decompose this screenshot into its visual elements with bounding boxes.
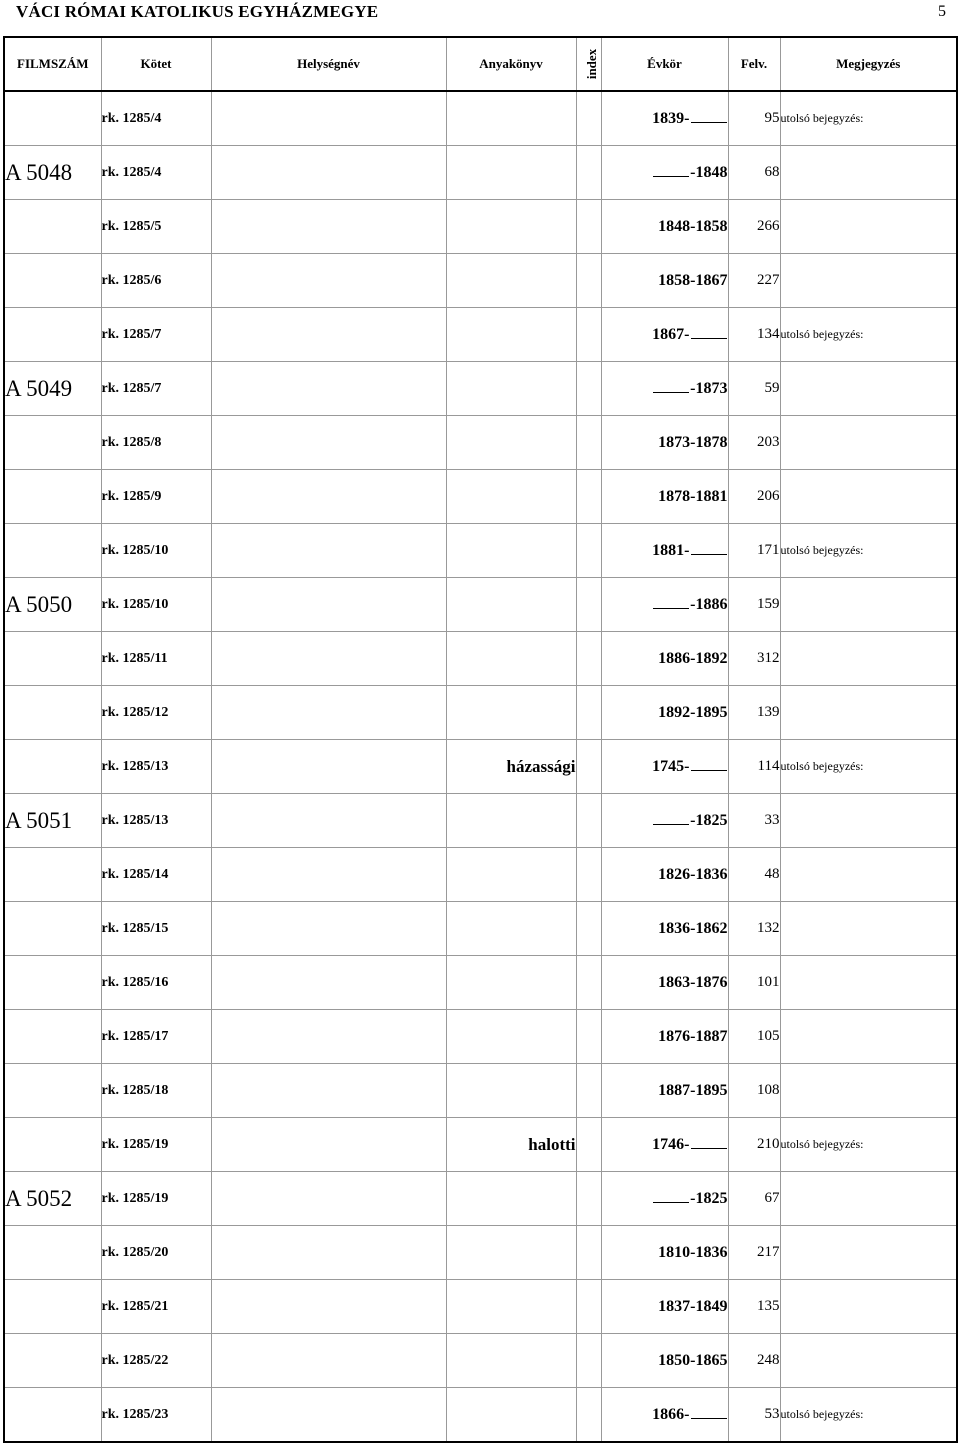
index-cell [576, 1226, 601, 1280]
evkor-text: 1887-1895 [658, 1081, 728, 1099]
megjegyzes-cell: utolsó bejegyzés: [780, 91, 957, 146]
megjegyzes-cell: utolsó bejegyzés: [780, 308, 957, 362]
megjegyzes-cell [780, 848, 957, 902]
evkor-cell [601, 902, 728, 956]
helysegnev-cell [211, 1334, 446, 1388]
blank-line [691, 337, 727, 339]
anyakonyv-cell [446, 848, 576, 902]
page-number: 5 [938, 3, 946, 20]
evkor-text: 1858-1867 [658, 271, 728, 289]
filmszam-cell [4, 1118, 101, 1172]
index-cell [576, 470, 601, 524]
index-cell [576, 146, 601, 200]
blank-line [691, 1417, 727, 1419]
table-row [4, 1226, 957, 1280]
anyakonyv-cell [446, 524, 576, 578]
evkor-text: 1863-1876 [658, 973, 728, 991]
filmszam-cell [4, 524, 101, 578]
megjegyzes-cell: utolsó bejegyzés: [780, 1388, 957, 1443]
evkor-text: 1810-1836 [658, 1243, 728, 1261]
filmszam-cell [4, 686, 101, 740]
kotet-cell: rk. 1285/10 [101, 578, 211, 632]
helysegnev-cell [211, 848, 446, 902]
table-row [4, 1118, 957, 1172]
helysegnev-cell [211, 470, 446, 524]
helysegnev-cell [211, 1172, 446, 1226]
col-header-filmszam: FILMSZÁM [4, 37, 101, 91]
evkor-text: -1848 [690, 163, 728, 181]
evkor-cell [601, 1064, 728, 1118]
kotet-cell: rk. 1285/6 [101, 254, 211, 308]
index-cell [576, 578, 601, 632]
anyakonyv-cell [446, 308, 576, 362]
helysegnev-cell [211, 1388, 446, 1443]
kotet-cell: rk. 1285/21 [101, 1280, 211, 1334]
anyakonyv-cell [446, 1280, 576, 1334]
index-cell [576, 1118, 601, 1172]
index-cell [576, 1010, 601, 1064]
index-cell [576, 902, 601, 956]
filmszam-cell: A 5049 [4, 362, 101, 416]
filmszam-cell [4, 956, 101, 1010]
felv-cell: 266 [728, 200, 780, 254]
table-row [4, 1334, 957, 1388]
filmszam-cell [4, 1280, 101, 1334]
felv-cell: 203 [728, 416, 780, 470]
evkor-text: 1837-1849 [658, 1297, 728, 1315]
filmszam-cell [4, 1226, 101, 1280]
table-row [4, 200, 957, 254]
felv-cell: 132 [728, 902, 780, 956]
helysegnev-cell [211, 632, 446, 686]
filmszam-cell [4, 848, 101, 902]
index-cell [576, 740, 601, 794]
index-cell [576, 254, 601, 308]
felv-cell: 227 [728, 254, 780, 308]
felv-cell: 217 [728, 1226, 780, 1280]
table-row [4, 308, 957, 362]
anyakonyv-cell [446, 632, 576, 686]
felv-cell: 101 [728, 956, 780, 1010]
evkor-text: 1867- [652, 325, 690, 343]
table-row [4, 686, 957, 740]
megjegyzes-cell [780, 1010, 957, 1064]
index-cell [576, 91, 601, 146]
kotet-cell: rk. 1285/11 [101, 632, 211, 686]
evkor-cell [601, 254, 728, 308]
felv-cell: 53 [728, 1388, 780, 1443]
felv-cell: 171 [728, 524, 780, 578]
helysegnev-cell [211, 91, 446, 146]
evkor-cell [601, 578, 728, 632]
anyakonyv-cell [446, 91, 576, 146]
anyakonyv-cell [446, 146, 576, 200]
index-cell [576, 1388, 601, 1443]
helysegnev-cell [211, 416, 446, 470]
megjegyzes-cell [780, 146, 957, 200]
evkor-cell [601, 1172, 728, 1226]
megjegyzes-cell [780, 956, 957, 1010]
evkor-text: 1826-1836 [658, 865, 728, 883]
felv-cell: 139 [728, 686, 780, 740]
table-row [4, 470, 957, 524]
megjegyzes-cell [780, 1172, 957, 1226]
kotet-cell: rk. 1285/8 [101, 416, 211, 470]
blank-line [653, 607, 689, 609]
megjegyzes-cell [780, 470, 957, 524]
col-header-evkor: Évkör [601, 37, 728, 91]
table-row [4, 254, 957, 308]
kotet-cell: rk. 1285/12 [101, 686, 211, 740]
megjegyzes-cell [780, 1226, 957, 1280]
table-row [4, 1064, 957, 1118]
col-header-felv: Felv. [728, 37, 780, 91]
megjegyzes-cell: utolsó bejegyzés: [780, 740, 957, 794]
blank-line [653, 823, 689, 825]
felv-cell: 114 [728, 740, 780, 794]
evkor-cell [601, 632, 728, 686]
helysegnev-cell [211, 1010, 446, 1064]
evkor-text: -1886 [690, 595, 728, 613]
table-row [4, 1280, 957, 1334]
filmszam-cell [4, 200, 101, 254]
helysegnev-cell [211, 254, 446, 308]
megjegyzes-cell [780, 416, 957, 470]
megjegyzes-cell [780, 578, 957, 632]
megjegyzes-cell [780, 902, 957, 956]
blank-line [653, 391, 689, 393]
evkor-text: 1876-1887 [658, 1027, 728, 1045]
index-cell [576, 1280, 601, 1334]
helysegnev-cell [211, 1118, 446, 1172]
index-label: index [583, 48, 599, 80]
table-row [4, 416, 957, 470]
index-cell [576, 632, 601, 686]
evkor-cell [601, 416, 728, 470]
anyakonyv-cell [446, 1334, 576, 1388]
table-row [4, 632, 957, 686]
table-row [4, 362, 957, 416]
table-row [4, 146, 957, 200]
anyakonyv-cell [446, 362, 576, 416]
evkor-cell [601, 956, 728, 1010]
helysegnev-cell [211, 1226, 446, 1280]
evkor-text: -1825 [690, 811, 728, 829]
felv-cell: 48 [728, 848, 780, 902]
index-cell [576, 524, 601, 578]
megjegyzes-cell: utolsó bejegyzés: [780, 1118, 957, 1172]
index-cell [576, 1064, 601, 1118]
col-header-helysegnev: Helységnév [211, 37, 446, 91]
felv-cell: 59 [728, 362, 780, 416]
felv-cell: 95 [728, 91, 780, 146]
anyakonyv-cell: házassági [446, 740, 576, 794]
anyakonyv-cell [446, 1064, 576, 1118]
evkor-cell [601, 470, 728, 524]
evkor-cell [601, 686, 728, 740]
filmszam-cell: A 5050 [4, 578, 101, 632]
helysegnev-cell [211, 578, 446, 632]
anyakonyv-cell [446, 956, 576, 1010]
filmszam-cell [4, 1064, 101, 1118]
evkor-cell [601, 308, 728, 362]
kotet-cell: rk. 1285/4 [101, 146, 211, 200]
evkor-text: 1878-1881 [658, 487, 728, 505]
felv-cell: 68 [728, 146, 780, 200]
felv-cell: 206 [728, 470, 780, 524]
evkor-cell [601, 848, 728, 902]
filmszam-cell [4, 1010, 101, 1064]
evkor-cell [601, 740, 728, 794]
blank-line [653, 175, 689, 177]
anyakonyv-cell [446, 794, 576, 848]
filmszam-cell [4, 632, 101, 686]
blank-line [691, 769, 727, 771]
filmszam-cell [4, 740, 101, 794]
anyakonyv-cell [446, 1226, 576, 1280]
diocese-title: VÁCI RÓMAI KATOLIKUS EGYHÁZMEGYE [16, 2, 379, 21]
filmszam-cell [4, 1334, 101, 1388]
felv-cell: 135 [728, 1280, 780, 1334]
blank-line [653, 1201, 689, 1203]
evkor-cell [601, 1010, 728, 1064]
evkor-text: 1866- [652, 1405, 690, 1423]
megjegyzes-cell [780, 686, 957, 740]
index-cell [576, 362, 601, 416]
felv-cell: 33 [728, 794, 780, 848]
kotet-cell: rk. 1285/15 [101, 902, 211, 956]
helysegnev-cell [211, 200, 446, 254]
filmszam-cell [4, 902, 101, 956]
table-row [4, 902, 957, 956]
filmszam-cell [4, 416, 101, 470]
kotet-cell: rk. 1285/9 [101, 470, 211, 524]
felv-cell: 134 [728, 308, 780, 362]
helysegnev-cell [211, 902, 446, 956]
col-header-megjegyzes: Megjegyzés [780, 37, 957, 91]
kotet-cell: rk. 1285/13 [101, 740, 211, 794]
helysegnev-cell [211, 686, 446, 740]
helysegnev-cell [211, 956, 446, 1010]
filmszam-cell: A 5052 [4, 1172, 101, 1226]
filmszam-cell [4, 1388, 101, 1443]
kotet-cell: rk. 1285/19 [101, 1172, 211, 1226]
evkor-text: 1873-1878 [658, 433, 728, 451]
index-cell [576, 308, 601, 362]
evkor-cell [601, 91, 728, 146]
index-cell [576, 1334, 601, 1388]
filmszam-cell [4, 470, 101, 524]
evkor-text: 1892-1895 [658, 703, 728, 721]
filmszam-cell: A 5048 [4, 146, 101, 200]
table-row [4, 91, 957, 146]
evkor-cell [601, 794, 728, 848]
felv-cell: 67 [728, 1172, 780, 1226]
table-row [4, 1010, 957, 1064]
felv-cell: 159 [728, 578, 780, 632]
helysegnev-cell [211, 362, 446, 416]
filmszam-cell [4, 308, 101, 362]
filmszam-cell [4, 91, 101, 146]
table-row [4, 956, 957, 1010]
kotet-cell: rk. 1285/19 [101, 1118, 211, 1172]
megjegyzes-cell [780, 1334, 957, 1388]
table-row [4, 1172, 957, 1226]
evkor-cell [601, 146, 728, 200]
anyakonyv-cell: halotti [446, 1118, 576, 1172]
evkor-text: 1746- [652, 1135, 690, 1153]
evkor-cell [601, 200, 728, 254]
megjegyzes-cell [780, 1280, 957, 1334]
megjegyzes-cell [780, 200, 957, 254]
evkor-text: -1825 [690, 1189, 728, 1207]
kotet-cell: rk. 1285/22 [101, 1334, 211, 1388]
col-header-index [576, 37, 601, 91]
evkor-cell [601, 362, 728, 416]
table-row [4, 740, 957, 794]
helysegnev-cell [211, 524, 446, 578]
megjegyzes-cell: utolsó bejegyzés: [780, 524, 957, 578]
felv-cell: 210 [728, 1118, 780, 1172]
megjegyzes-cell [780, 794, 957, 848]
blank-line [691, 553, 727, 555]
col-header-kotet: Kötet [101, 37, 211, 91]
index-cell [576, 1172, 601, 1226]
megjegyzes-cell [780, 632, 957, 686]
evkor-cell [601, 1118, 728, 1172]
felv-cell: 108 [728, 1064, 780, 1118]
anyakonyv-cell [446, 578, 576, 632]
helysegnev-cell [211, 794, 446, 848]
filmszam-cell: A 5051 [4, 794, 101, 848]
evkor-text: 1886-1892 [658, 649, 728, 667]
table-row [4, 848, 957, 902]
helysegnev-cell [211, 1064, 446, 1118]
index-cell [576, 200, 601, 254]
anyakonyv-cell [446, 1010, 576, 1064]
index-cell [576, 848, 601, 902]
felv-cell: 248 [728, 1334, 780, 1388]
anyakonyv-cell [446, 470, 576, 524]
felv-cell: 312 [728, 632, 780, 686]
helysegnev-cell [211, 308, 446, 362]
kotet-cell: rk. 1285/17 [101, 1010, 211, 1064]
register-rows [4, 91, 957, 1442]
index-cell [576, 416, 601, 470]
megjegyzes-cell [780, 1064, 957, 1118]
anyakonyv-cell [446, 254, 576, 308]
kotet-cell: rk. 1285/23 [101, 1388, 211, 1443]
helysegnev-cell [211, 146, 446, 200]
anyakonyv-cell [446, 416, 576, 470]
evkor-text: 1836-1862 [658, 919, 728, 937]
evkor-cell [601, 1226, 728, 1280]
evkor-cell [601, 1334, 728, 1388]
index-cell [576, 794, 601, 848]
evkor-text: 1881- [652, 541, 690, 559]
evkor-text: 1848-1858 [658, 217, 728, 235]
felv-cell: 105 [728, 1010, 780, 1064]
anyakonyv-cell [446, 902, 576, 956]
kotet-cell: rk. 1285/13 [101, 794, 211, 848]
kotet-cell: rk. 1285/7 [101, 362, 211, 416]
kotet-cell: rk. 1285/4 [101, 91, 211, 146]
evkor-text: 1850-1865 [658, 1351, 728, 1369]
kotet-cell: rk. 1285/10 [101, 524, 211, 578]
evkor-text: 1745- [652, 757, 690, 775]
evkor-cell [601, 1388, 728, 1443]
kotet-cell: rk. 1285/5 [101, 200, 211, 254]
anyakonyv-cell [446, 686, 576, 740]
table-row [4, 1388, 957, 1443]
kotet-cell: rk. 1285/18 [101, 1064, 211, 1118]
table-row [4, 578, 957, 632]
kotet-cell: rk. 1285/16 [101, 956, 211, 1010]
evkor-text: -1873 [690, 379, 728, 397]
kotet-cell: rk. 1285/20 [101, 1226, 211, 1280]
header-row [4, 37, 957, 91]
table-row [4, 524, 957, 578]
anyakonyv-cell [446, 1388, 576, 1443]
index-cell [576, 956, 601, 1010]
evkor-cell [601, 524, 728, 578]
evkor-cell [601, 1280, 728, 1334]
helysegnev-cell [211, 740, 446, 794]
filmszam-cell [4, 254, 101, 308]
anyakonyv-cell [446, 1172, 576, 1226]
table-row [4, 794, 957, 848]
megjegyzes-cell [780, 254, 957, 308]
page-header [0, 0, 960, 36]
kotet-cell: rk. 1285/7 [101, 308, 211, 362]
blank-line [691, 121, 727, 123]
col-header-anyakonyv: Anyakönyv [446, 37, 576, 91]
index-cell [576, 686, 601, 740]
helysegnev-cell [211, 1280, 446, 1334]
evkor-text: 1839- [652, 109, 690, 127]
register-table [3, 36, 958, 1443]
anyakonyv-cell [446, 200, 576, 254]
kotet-cell: rk. 1285/14 [101, 848, 211, 902]
blank-line [691, 1147, 727, 1149]
megjegyzes-cell [780, 362, 957, 416]
